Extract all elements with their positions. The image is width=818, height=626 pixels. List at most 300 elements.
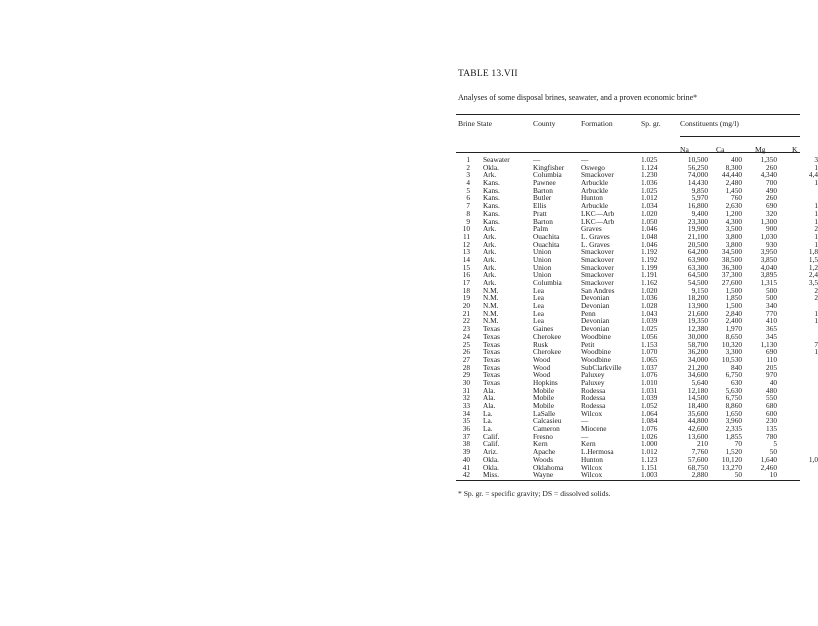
cell-ca: 10,120 bbox=[721, 454, 742, 464]
table-top-rule bbox=[456, 114, 800, 115]
cell-na: 30,000 bbox=[687, 331, 708, 341]
cell-k: 1 bbox=[814, 216, 818, 226]
cell-sp-gr: 1.025 bbox=[641, 185, 658, 195]
cell-mg: 1,640 bbox=[760, 454, 777, 464]
cell-mg: 1,350 bbox=[760, 155, 777, 164]
cell-na: 64,200 bbox=[687, 247, 708, 257]
cell-ca: 3,960 bbox=[725, 416, 742, 426]
cell-mg: 50 bbox=[769, 447, 777, 457]
cell-mg: 3,950 bbox=[760, 247, 777, 257]
cell-k: 2 bbox=[814, 285, 818, 295]
cell-ca: 3,800 bbox=[725, 231, 742, 241]
cell-mg: 1,300 bbox=[760, 216, 777, 226]
cell-state: Texas bbox=[483, 377, 500, 387]
cell-na: 63,900 bbox=[687, 254, 708, 264]
cell-mg: 135 bbox=[766, 424, 777, 434]
cell-sp-gr: 1.065 bbox=[641, 354, 658, 364]
cell-mg: 3,850 bbox=[760, 254, 777, 264]
cell-mg: 110 bbox=[766, 354, 777, 364]
cell-ca: 1,855 bbox=[725, 431, 742, 441]
cell-formation: Graves bbox=[581, 224, 602, 234]
cell-ca: 2,840 bbox=[725, 308, 742, 318]
cell-state: Texas bbox=[483, 362, 500, 372]
cell-formation: — bbox=[581, 431, 589, 441]
cell-ca: 8,860 bbox=[725, 401, 742, 410]
row-number: 21 bbox=[462, 308, 470, 318]
cell-ca: 1,970 bbox=[725, 324, 742, 334]
cell-formation: Devonian bbox=[581, 293, 610, 303]
cell-na: 19,900 bbox=[687, 224, 708, 234]
table-row bbox=[456, 364, 800, 372]
row-number: 19 bbox=[462, 293, 470, 303]
cell-county: Mobile bbox=[533, 385, 555, 395]
cell-state: Ark. bbox=[483, 170, 497, 180]
cell-na: 64,500 bbox=[687, 270, 708, 280]
table-row bbox=[456, 356, 800, 364]
row-number: 13 bbox=[462, 247, 470, 257]
cell-formation: Arbuckle bbox=[581, 178, 609, 188]
table-row bbox=[456, 201, 818, 211]
row-number: 38 bbox=[462, 439, 470, 449]
cell-state: Ariz. bbox=[483, 447, 498, 457]
cell-mg: 40 bbox=[769, 377, 777, 387]
cell-county: Cherokee bbox=[533, 347, 561, 357]
table-row bbox=[456, 347, 818, 357]
table-row bbox=[456, 187, 800, 195]
cell-sp-gr: 1.191 bbox=[641, 270, 658, 280]
cell-formation: — bbox=[581, 416, 589, 426]
cell-sp-gr: 1.048 bbox=[641, 231, 658, 241]
cell-state: Kans. bbox=[483, 208, 500, 218]
table-row bbox=[456, 339, 818, 349]
cell-county: Fresno bbox=[533, 431, 553, 441]
cell-county: Columbia bbox=[533, 278, 562, 287]
cell-county: Lea bbox=[533, 308, 544, 318]
cell-sp-gr: 1.056 bbox=[641, 331, 658, 341]
cell-mg: 5 bbox=[773, 439, 777, 449]
cell-mg: 550 bbox=[766, 393, 777, 403]
cell-state: La. bbox=[483, 416, 493, 426]
row-number: 26 bbox=[462, 347, 470, 357]
cell-mg: 680 bbox=[766, 401, 777, 410]
cell-ca: 50 bbox=[734, 470, 742, 480]
cell-ca: 3,500 bbox=[725, 224, 742, 234]
table-caption: Analyses of some disposal brines, seawater, and a proven economic brine* bbox=[458, 93, 698, 102]
cell-na: 19,350 bbox=[687, 316, 708, 326]
cell-ca: 3,300 bbox=[725, 347, 742, 357]
cell-mg: 690 bbox=[766, 347, 777, 357]
cell-county: Barton bbox=[533, 216, 553, 226]
table-row bbox=[456, 231, 818, 241]
cell-county: Ouachita bbox=[533, 231, 560, 241]
cell-state: Ark. bbox=[483, 224, 497, 234]
header-formation: Formation bbox=[581, 119, 613, 128]
cell-mg: 340 bbox=[766, 301, 777, 311]
cell-state: N.M. bbox=[483, 316, 499, 326]
cell-formation: LKC—Arb bbox=[581, 216, 615, 226]
cell-ca: 1,200 bbox=[725, 208, 742, 218]
cell-ca: 34,500 bbox=[721, 247, 742, 257]
cell-mg: 930 bbox=[766, 239, 777, 249]
table-row bbox=[456, 293, 818, 303]
cell-sp-gr: 1.020 bbox=[641, 208, 658, 218]
cell-formation: Rodessa bbox=[581, 385, 606, 395]
cell-county: Kern bbox=[533, 439, 548, 449]
cell-mg: 10 bbox=[769, 470, 777, 480]
cell-formation: Hunton bbox=[581, 193, 603, 203]
row-number: 29 bbox=[462, 370, 470, 380]
cell-mg: 230 bbox=[766, 416, 777, 426]
cell-mg: 1,315 bbox=[760, 278, 777, 287]
cell-state: La. bbox=[483, 424, 493, 434]
table-row bbox=[456, 254, 818, 264]
cell-mg: 970 bbox=[766, 370, 777, 380]
row-number: 3 bbox=[466, 170, 470, 180]
cell-state: Texas bbox=[483, 347, 500, 357]
cell-county: Wayne bbox=[533, 470, 554, 480]
cell-county: Wood bbox=[533, 354, 551, 364]
cell-na: 12,380 bbox=[687, 324, 708, 334]
cell-formation: Oswego bbox=[581, 162, 605, 172]
cell-state: Texas bbox=[483, 370, 500, 380]
subheader-k: K bbox=[792, 145, 798, 154]
cell-state: Miss. bbox=[483, 470, 500, 480]
cell-na: 34,000 bbox=[687, 354, 708, 364]
cell-state: Ark. bbox=[483, 247, 497, 257]
cell-ca: 1,650 bbox=[725, 408, 742, 418]
cell-ca: 760 bbox=[731, 193, 742, 203]
table-body bbox=[456, 155, 818, 480]
cell-sp-gr: 1.046 bbox=[641, 224, 658, 234]
cell-k: 1,0 bbox=[808, 454, 818, 464]
cell-mg: 1,130 bbox=[760, 339, 777, 349]
cell-state: Kans. bbox=[483, 193, 500, 203]
cell-na: 68,750 bbox=[687, 462, 708, 472]
cell-ca: 1,850 bbox=[725, 293, 742, 303]
cell-k: 2,4 bbox=[808, 270, 818, 280]
cell-sp-gr: 1.025 bbox=[641, 155, 658, 164]
header-county: County bbox=[533, 119, 556, 128]
row-number: 35 bbox=[462, 416, 470, 426]
cell-na: 13,600 bbox=[687, 431, 708, 441]
table-row bbox=[456, 394, 800, 402]
cell-mg: 770 bbox=[766, 308, 777, 318]
cell-county: Palm bbox=[533, 224, 548, 234]
cell-county: Cameron bbox=[533, 424, 560, 434]
cell-na: 14,430 bbox=[687, 178, 708, 188]
cell-na: 9,850 bbox=[691, 185, 708, 195]
row-number: 22 bbox=[462, 316, 470, 326]
row-number: 9 bbox=[466, 216, 470, 226]
cell-ca: 2,630 bbox=[725, 201, 742, 211]
row-number: 6 bbox=[466, 193, 470, 203]
table-row bbox=[456, 155, 818, 164]
cell-county: Union bbox=[533, 254, 552, 264]
cell-na: 5,640 bbox=[691, 377, 708, 387]
table-row bbox=[456, 454, 818, 464]
header-brine-state: Brine State bbox=[458, 119, 492, 128]
cell-ca: 70 bbox=[734, 439, 742, 449]
cell-county: Oklahoma bbox=[533, 462, 564, 472]
cell-state: Okla. bbox=[483, 162, 500, 172]
cell-ca: 36,300 bbox=[721, 262, 742, 272]
cell-na: 18,400 bbox=[687, 401, 708, 410]
cell-county: Barton bbox=[533, 185, 553, 195]
cell-k: 2 bbox=[814, 293, 818, 303]
row-number: 1 bbox=[466, 155, 470, 164]
cell-na: 57,600 bbox=[687, 454, 708, 464]
cell-mg: 4,340 bbox=[760, 170, 777, 180]
cell-formation: Woodbine bbox=[581, 331, 611, 341]
cell-state: N.M. bbox=[483, 308, 499, 318]
cell-sp-gr: 1.020 bbox=[641, 285, 658, 295]
table-row bbox=[456, 194, 800, 202]
cell-sp-gr: 1.012 bbox=[641, 447, 658, 457]
cell-sp-gr: 1.000 bbox=[641, 439, 658, 449]
cell-na: 36,200 bbox=[687, 347, 708, 357]
cell-mg: 690 bbox=[766, 201, 777, 211]
cell-ca: 44,440 bbox=[721, 170, 742, 180]
cell-county: Butler bbox=[533, 193, 552, 203]
cell-state: Kans. bbox=[483, 201, 500, 211]
cell-formation: Miocene bbox=[581, 424, 607, 434]
cell-county: Mobile bbox=[533, 401, 555, 410]
header-constituents: Constituents (mg/l) bbox=[680, 119, 739, 128]
row-number: 39 bbox=[462, 447, 470, 457]
cell-formation: Smackover bbox=[581, 278, 614, 287]
cell-ca: 4,300 bbox=[725, 216, 742, 226]
cell-sp-gr: 1.010 bbox=[641, 377, 658, 387]
cell-sp-gr: 1.153 bbox=[641, 339, 658, 349]
cell-k: 1 bbox=[814, 316, 818, 326]
cell-mg: 320 bbox=[766, 208, 777, 218]
cell-sp-gr: 1.052 bbox=[641, 401, 658, 410]
cell-sp-gr: 1.043 bbox=[641, 308, 658, 318]
cell-ca: 2,335 bbox=[725, 424, 742, 434]
cell-k: 3 bbox=[814, 155, 818, 164]
cell-sp-gr: 1.028 bbox=[641, 301, 658, 311]
table-title: TABLE 13.VII bbox=[458, 69, 518, 79]
cell-county: Apache bbox=[533, 447, 556, 457]
cell-sp-gr: 1.046 bbox=[641, 239, 658, 249]
table-row bbox=[456, 425, 800, 433]
row-number: 30 bbox=[462, 377, 470, 387]
cell-mg: 500 bbox=[766, 285, 777, 295]
cell-sp-gr: 1.037 bbox=[641, 362, 658, 372]
cell-formation: Devonian bbox=[581, 316, 610, 326]
cell-state: Ark. bbox=[483, 254, 497, 264]
cell-county: Woods bbox=[533, 454, 554, 464]
table-row bbox=[456, 433, 800, 441]
cell-formation: L. Graves bbox=[581, 231, 610, 241]
cell-formation: — bbox=[581, 155, 589, 164]
cell-state: Ark. bbox=[483, 262, 497, 272]
cell-county: Rusk bbox=[533, 339, 549, 349]
row-number: 15 bbox=[462, 262, 470, 272]
cell-formation: Smackover bbox=[581, 262, 614, 272]
cell-sp-gr: 1.031 bbox=[641, 385, 658, 395]
cell-mg: 4,040 bbox=[760, 262, 777, 272]
cell-county: Ouachita bbox=[533, 239, 560, 249]
row-number: 2 bbox=[466, 162, 470, 172]
cell-formation: Woodbine bbox=[581, 347, 611, 357]
cell-formation: Smackover bbox=[581, 254, 614, 264]
cell-sp-gr: 1.050 bbox=[641, 216, 658, 226]
cell-formation: Smackover bbox=[581, 247, 614, 257]
cell-county: Union bbox=[533, 262, 552, 272]
cell-state: Calif. bbox=[483, 439, 500, 449]
cell-formation: Wilcox bbox=[581, 470, 603, 480]
cell-county: LaSalle bbox=[533, 408, 556, 418]
cell-state: La. bbox=[483, 408, 493, 418]
row-number: 34 bbox=[462, 408, 470, 418]
cell-na: 18,200 bbox=[687, 293, 708, 303]
cell-na: 35,600 bbox=[687, 408, 708, 418]
cell-mg: 1,030 bbox=[760, 231, 777, 241]
cell-sp-gr: 1.025 bbox=[641, 324, 658, 334]
cell-county: Pratt bbox=[533, 208, 547, 218]
row-number: 5 bbox=[466, 185, 470, 195]
cell-formation: Paluxey bbox=[581, 370, 605, 380]
cell-formation: L.Hermosa bbox=[581, 447, 614, 457]
cell-na: 74,000 bbox=[687, 170, 708, 180]
cell-county: Lea bbox=[533, 293, 544, 303]
cell-state: Texas bbox=[483, 331, 500, 341]
table-row bbox=[456, 285, 818, 295]
cell-mg: 2,460 bbox=[760, 462, 777, 472]
cell-na: 23,300 bbox=[687, 216, 708, 226]
cell-na: 2,880 bbox=[691, 470, 708, 480]
cell-formation: Paluxey bbox=[581, 377, 605, 387]
cell-sp-gr: 1.192 bbox=[641, 254, 658, 264]
row-number: 41 bbox=[462, 462, 470, 472]
cell-sp-gr: 1.230 bbox=[641, 170, 658, 180]
cell-ca: 37,300 bbox=[721, 270, 742, 280]
cell-ca: 1,500 bbox=[725, 301, 742, 311]
cell-ca: 10,320 bbox=[721, 339, 742, 349]
cell-county: Union bbox=[533, 247, 552, 257]
cell-na: 34,600 bbox=[687, 370, 708, 380]
cell-ca: 6,750 bbox=[725, 393, 742, 403]
cell-sp-gr: 1.192 bbox=[641, 247, 658, 257]
table-row bbox=[456, 239, 818, 249]
table-row bbox=[456, 308, 818, 318]
row-number: 11 bbox=[462, 231, 470, 241]
cell-state: Ark. bbox=[483, 270, 497, 280]
table-row bbox=[456, 379, 800, 387]
cell-na: 42,600 bbox=[687, 424, 708, 434]
table-row bbox=[456, 402, 800, 410]
row-number: 17 bbox=[462, 278, 470, 287]
subheader-ca: Ca bbox=[716, 145, 725, 154]
cell-county: Hopkins bbox=[533, 377, 558, 387]
cell-k: 3,5 bbox=[808, 278, 818, 287]
row-number: 24 bbox=[462, 331, 470, 341]
cell-sp-gr: 1.070 bbox=[641, 347, 658, 357]
cell-formation: Wilcox bbox=[581, 408, 603, 418]
cell-k: 1,2 bbox=[808, 262, 818, 272]
cell-county: — bbox=[533, 155, 541, 164]
cell-na: 21,100 bbox=[687, 231, 708, 241]
cell-mg: 500 bbox=[766, 293, 777, 303]
cell-sp-gr: 1.064 bbox=[641, 408, 658, 418]
cell-state: Okla. bbox=[483, 462, 500, 472]
table-row bbox=[456, 410, 800, 418]
row-number: 28 bbox=[462, 362, 470, 372]
cell-sp-gr: 1.039 bbox=[641, 393, 658, 403]
cell-na: 58,700 bbox=[687, 339, 708, 349]
cell-mg: 700 bbox=[766, 178, 777, 188]
cell-na: 10,500 bbox=[687, 155, 708, 164]
cell-formation: San Andres bbox=[581, 285, 615, 295]
cell-state: Kans. bbox=[483, 216, 500, 226]
row-number: 7 bbox=[466, 201, 470, 211]
cell-mg: 410 bbox=[766, 316, 777, 326]
row-number: 25 bbox=[462, 339, 470, 349]
cell-county: Wood bbox=[533, 370, 551, 380]
cell-mg: 345 bbox=[766, 331, 777, 341]
header-bottom-rule bbox=[456, 152, 800, 153]
cell-k: 1 bbox=[814, 208, 818, 218]
table-row bbox=[456, 247, 818, 257]
table-row bbox=[456, 325, 800, 333]
cell-mg: 780 bbox=[766, 431, 777, 441]
table-row bbox=[456, 387, 800, 395]
cell-ca: 2,400 bbox=[725, 316, 742, 326]
row-number: 8 bbox=[466, 208, 470, 218]
cell-ca: 1,450 bbox=[725, 185, 742, 195]
cell-formation: Woodbine bbox=[581, 354, 611, 364]
cell-county: Lea bbox=[533, 301, 544, 311]
table-row bbox=[456, 278, 818, 287]
row-number: 32 bbox=[462, 393, 470, 403]
cell-ca: 27,600 bbox=[721, 278, 742, 287]
cell-na: 7,760 bbox=[691, 447, 708, 457]
subheader-na: Na bbox=[680, 145, 689, 154]
table-row bbox=[456, 208, 818, 218]
cell-formation: Wilcox bbox=[581, 462, 603, 472]
cell-state: Ark. bbox=[483, 278, 497, 287]
cell-k: 1 bbox=[814, 308, 818, 318]
cell-county: Lea bbox=[533, 285, 544, 295]
cell-county: Union bbox=[533, 270, 552, 280]
cell-ca: 3,800 bbox=[725, 239, 742, 249]
cell-formation: Smackover bbox=[581, 170, 614, 180]
cell-k: 1 bbox=[814, 347, 818, 357]
cell-ca: 38,500 bbox=[721, 254, 742, 264]
cell-mg: 490 bbox=[766, 185, 777, 195]
constituents-rule bbox=[680, 136, 800, 137]
cell-na: 21,200 bbox=[687, 362, 708, 372]
table-row bbox=[456, 440, 800, 448]
cell-state: Kans. bbox=[483, 178, 500, 188]
cell-formation: Petit bbox=[581, 339, 595, 349]
cell-na: 12,180 bbox=[687, 385, 708, 395]
cell-na: 21,600 bbox=[687, 308, 708, 318]
cell-formation: Rodessa bbox=[581, 393, 606, 403]
cell-mg: 260 bbox=[766, 193, 777, 203]
cell-state: Ark. bbox=[483, 231, 497, 241]
cell-sp-gr: 1.026 bbox=[641, 431, 658, 441]
cell-formation: Arbuckle bbox=[581, 201, 609, 211]
cell-formation: SubClarkville bbox=[581, 362, 622, 372]
cell-county: Calcasieu bbox=[533, 416, 562, 426]
cell-na: 9,400 bbox=[691, 208, 708, 218]
cell-county: Gaines bbox=[533, 324, 554, 334]
cell-state: Ala. bbox=[483, 393, 496, 403]
row-number: 36 bbox=[462, 424, 470, 434]
cell-ca: 400 bbox=[731, 155, 742, 164]
